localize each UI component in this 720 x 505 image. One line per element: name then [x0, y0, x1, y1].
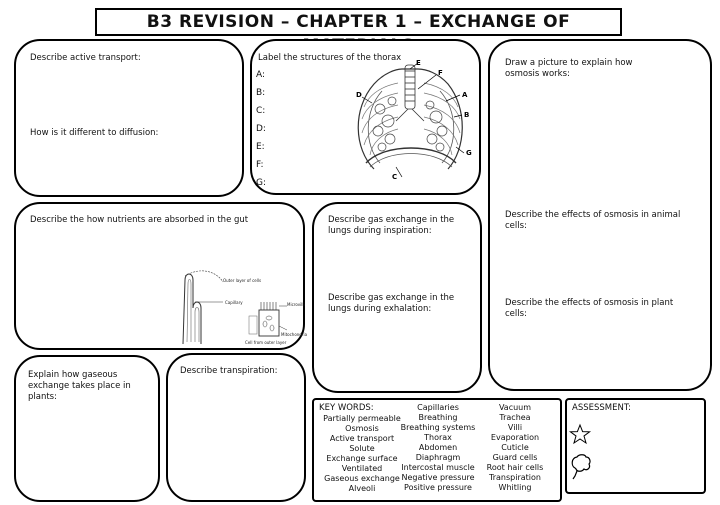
- keywords-box: [312, 398, 562, 502]
- keywords-column-1: [318, 414, 406, 494]
- keyword-item: Gaseous exchange: [324, 474, 400, 483]
- plants-question: Explain how gaseous exchange takes place in plants:: [28, 370, 131, 402]
- star-icon: [569, 424, 591, 444]
- keyword-item: Thorax: [424, 433, 452, 442]
- villus-diagram: [171, 268, 308, 346]
- diagram-label-d: D: [356, 91, 362, 99]
- keyword-item: Cuticle: [501, 443, 529, 452]
- osmosis-box: [488, 39, 712, 391]
- thorax-label-f: F:: [256, 160, 264, 170]
- keyword-item: Capillaries: [417, 403, 459, 412]
- speech-bubble-icon: [571, 454, 591, 480]
- osmosis-drawing-question: Draw a picture to explain how osmosis works:: [505, 58, 633, 79]
- gut-label-mitochondria: Mitochondria: [281, 332, 308, 337]
- thorax-label-g: G:: [256, 178, 267, 188]
- gut-label-capillary: Capillary: [225, 300, 243, 305]
- keywords-column-2: [400, 403, 476, 493]
- diagram-label-f: F: [438, 69, 443, 77]
- keyword-item: Villi: [507, 423, 523, 432]
- keyword-item: Trachea: [499, 413, 531, 422]
- osmosis-animal-question: Describe the effects of osmosis in animal cells:: [505, 210, 681, 231]
- keyword-item: Diaphragm: [415, 453, 461, 462]
- keywords-heading: KEY WORDS:: [319, 403, 374, 413]
- keyword-item: Breathing: [418, 413, 458, 422]
- gut-box: [14, 202, 308, 350]
- keyword-item: Breathing systems: [400, 423, 476, 432]
- diagram-label-c: C: [392, 173, 398, 181]
- keyword-item: Alveoli: [348, 484, 376, 493]
- thorax-label-c: C:: [256, 106, 266, 116]
- inspiration-question: Describe gas exchange in the lungs during inspiration:: [328, 215, 455, 236]
- keyword-item: Guard cells: [492, 453, 538, 462]
- gas-exchange-box: [312, 202, 482, 393]
- keyword-item: Intercostal muscle: [401, 463, 475, 472]
- keyword-item: Root hair cells: [486, 463, 544, 472]
- keyword-item: Vacuum: [498, 403, 532, 412]
- diagram-label-b: B: [464, 111, 470, 119]
- active-transport-box: [14, 39, 244, 197]
- keyword-item: Ventilated: [341, 464, 383, 473]
- thorax-box: [250, 39, 481, 195]
- thorax-label-a: A:: [256, 70, 266, 80]
- keyword-item: Negative pressure: [401, 473, 475, 482]
- osmosis-plant-question: Describe the effects of osmosis in plant cells:: [505, 298, 674, 319]
- thorax-label-d: D:: [256, 124, 266, 134]
- thorax-diagram: [344, 59, 478, 179]
- plants-box: [14, 355, 160, 502]
- keywords-column-3: [478, 403, 552, 493]
- transpiration-question: Describe transpiration:: [180, 366, 278, 376]
- gut-label-microvilli: Microvilli: [287, 302, 305, 307]
- keyword-item: Partially permeable: [323, 414, 401, 423]
- keyword-item: Osmosis: [345, 424, 379, 433]
- keyword-item: Exchange surface: [326, 454, 398, 463]
- epithelial-cell: [259, 310, 279, 336]
- exhalation-question: Describe gas exchange in the lungs during exhalation:: [328, 293, 455, 314]
- active-transport-question: Describe active transport:: [30, 53, 141, 63]
- diffusion-difference-question: How is it different to diffusion:: [30, 128, 159, 138]
- page-title: B3 REVISION – CHAPTER 1 – EXCHANGE OF: [95, 8, 622, 36]
- keyword-item: Active transport: [329, 434, 395, 443]
- diagram-label-e: E: [416, 59, 421, 67]
- villus: [183, 274, 201, 344]
- keyword-item: Solute: [349, 444, 375, 453]
- transpiration-box: [166, 353, 306, 502]
- gut-label-outer: Outer layer of cells: [223, 278, 262, 283]
- thorax-label-e: E:: [256, 142, 265, 152]
- keyword-item: Whitling: [498, 483, 532, 492]
- keyword-item: Transpiration: [489, 473, 541, 482]
- keyword-item: Positive pressure: [404, 483, 472, 492]
- keyword-item: Evaporation: [490, 433, 540, 442]
- gut-label-cell-layer: Cell from outer layer: [245, 340, 287, 345]
- diagram-label-a: A: [462, 91, 468, 99]
- thorax-heading: Label the structures of the thorax: [258, 53, 402, 63]
- thorax-label-b: B:: [256, 88, 266, 98]
- keyword-item: Abdomen: [418, 443, 458, 452]
- diagram-label-g: G: [466, 149, 472, 157]
- trachea: [396, 65, 424, 121]
- assessment-heading: ASSESSMENT:: [572, 403, 631, 413]
- assessment-box: [565, 398, 706, 494]
- gut-question: Describe the how nutrients are absorbed in the gut: [30, 215, 249, 225]
